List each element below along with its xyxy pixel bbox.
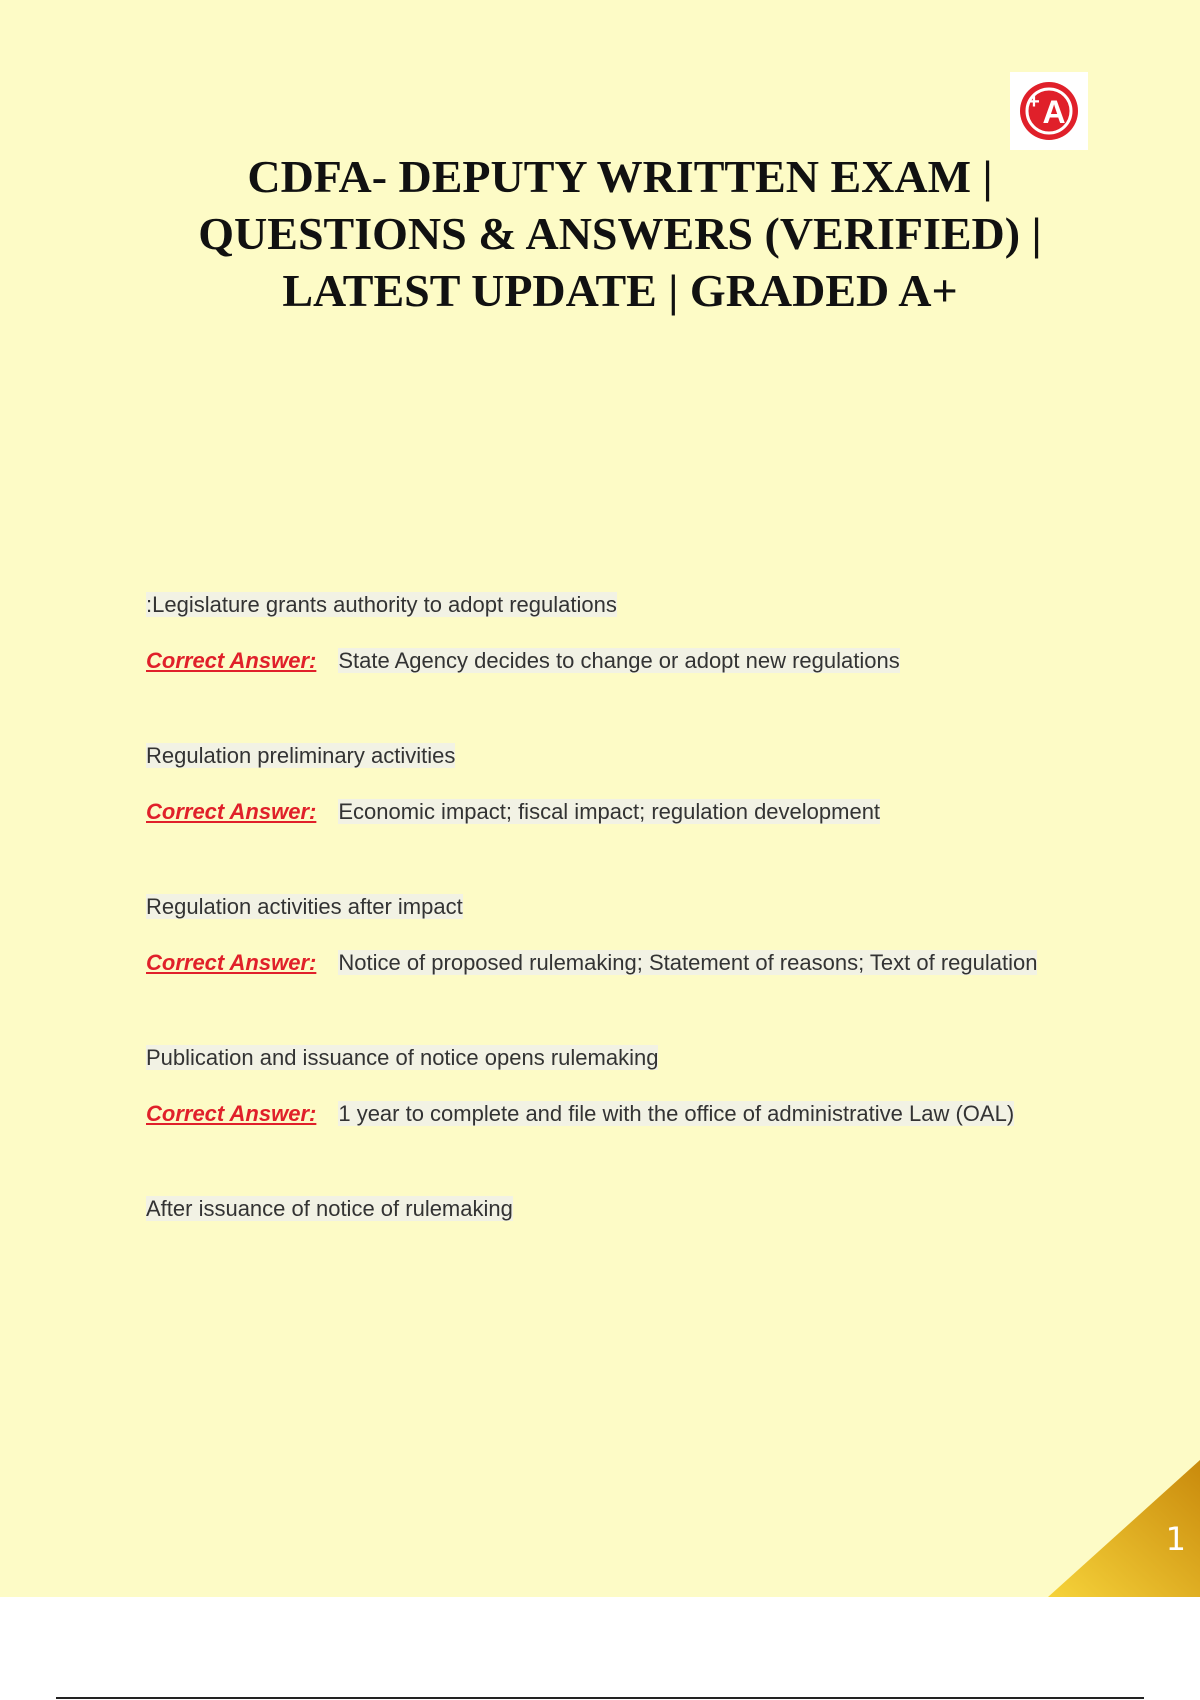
- grade-a-plus-logo-icon: [1010, 72, 1088, 150]
- answer-row: [146, 935, 1066, 991]
- answer-text: State Agency decides to change or adopt new regulations: [338, 648, 900, 673]
- question-text: :Legislature grants authority to adopt regulations: [146, 592, 617, 617]
- footer-divider: [56, 1697, 1144, 1699]
- qa-item: [146, 741, 1066, 840]
- answer-row: [146, 1086, 1066, 1142]
- correct-answer-label: Correct Answer:: [146, 648, 317, 673]
- qa-item: [146, 590, 1066, 689]
- correct-answer-label: Correct Answer:: [146, 950, 317, 975]
- answer-text: Notice of proposed rulemaking; Statement of reasons; Text of regulation: [338, 950, 1038, 975]
- qa-item: [146, 1194, 1066, 1224]
- title-line: QUESTIONS & ANSWERS (VERIFIED) |: [198, 208, 1042, 259]
- title-line: CDFA- DEPUTY WRITTEN EXAM |: [247, 151, 993, 202]
- page-number: 1: [1165, 1520, 1186, 1558]
- question-text: After issuance of notice of rulemaking: [146, 1196, 513, 1221]
- qa-item: [146, 892, 1066, 991]
- question-text: Publication and issuance of notice opens rulemaking: [146, 1045, 659, 1070]
- svg-text:+: +: [1028, 91, 1040, 113]
- document-title: [100, 148, 1140, 319]
- correct-answer-label: Correct Answer:: [146, 1101, 317, 1126]
- answer-row: [146, 633, 1066, 689]
- answer-text: 1 year to complete and file with the office of administrative Law (OAL): [338, 1101, 1015, 1126]
- qa-item: [146, 1043, 1066, 1142]
- answer-text: Economic impact; fiscal impact; regulation development: [338, 799, 881, 824]
- qa-list: [146, 590, 1066, 1276]
- svg-text:A: A: [1042, 94, 1066, 130]
- question-text: Regulation activities after impact: [146, 894, 463, 919]
- question-text: Regulation preliminary activities: [146, 743, 456, 768]
- answer-row: [146, 784, 1066, 840]
- correct-answer-label: Correct Answer:: [146, 799, 317, 824]
- title-line: LATEST UPDATE | GRADED A+: [282, 265, 958, 316]
